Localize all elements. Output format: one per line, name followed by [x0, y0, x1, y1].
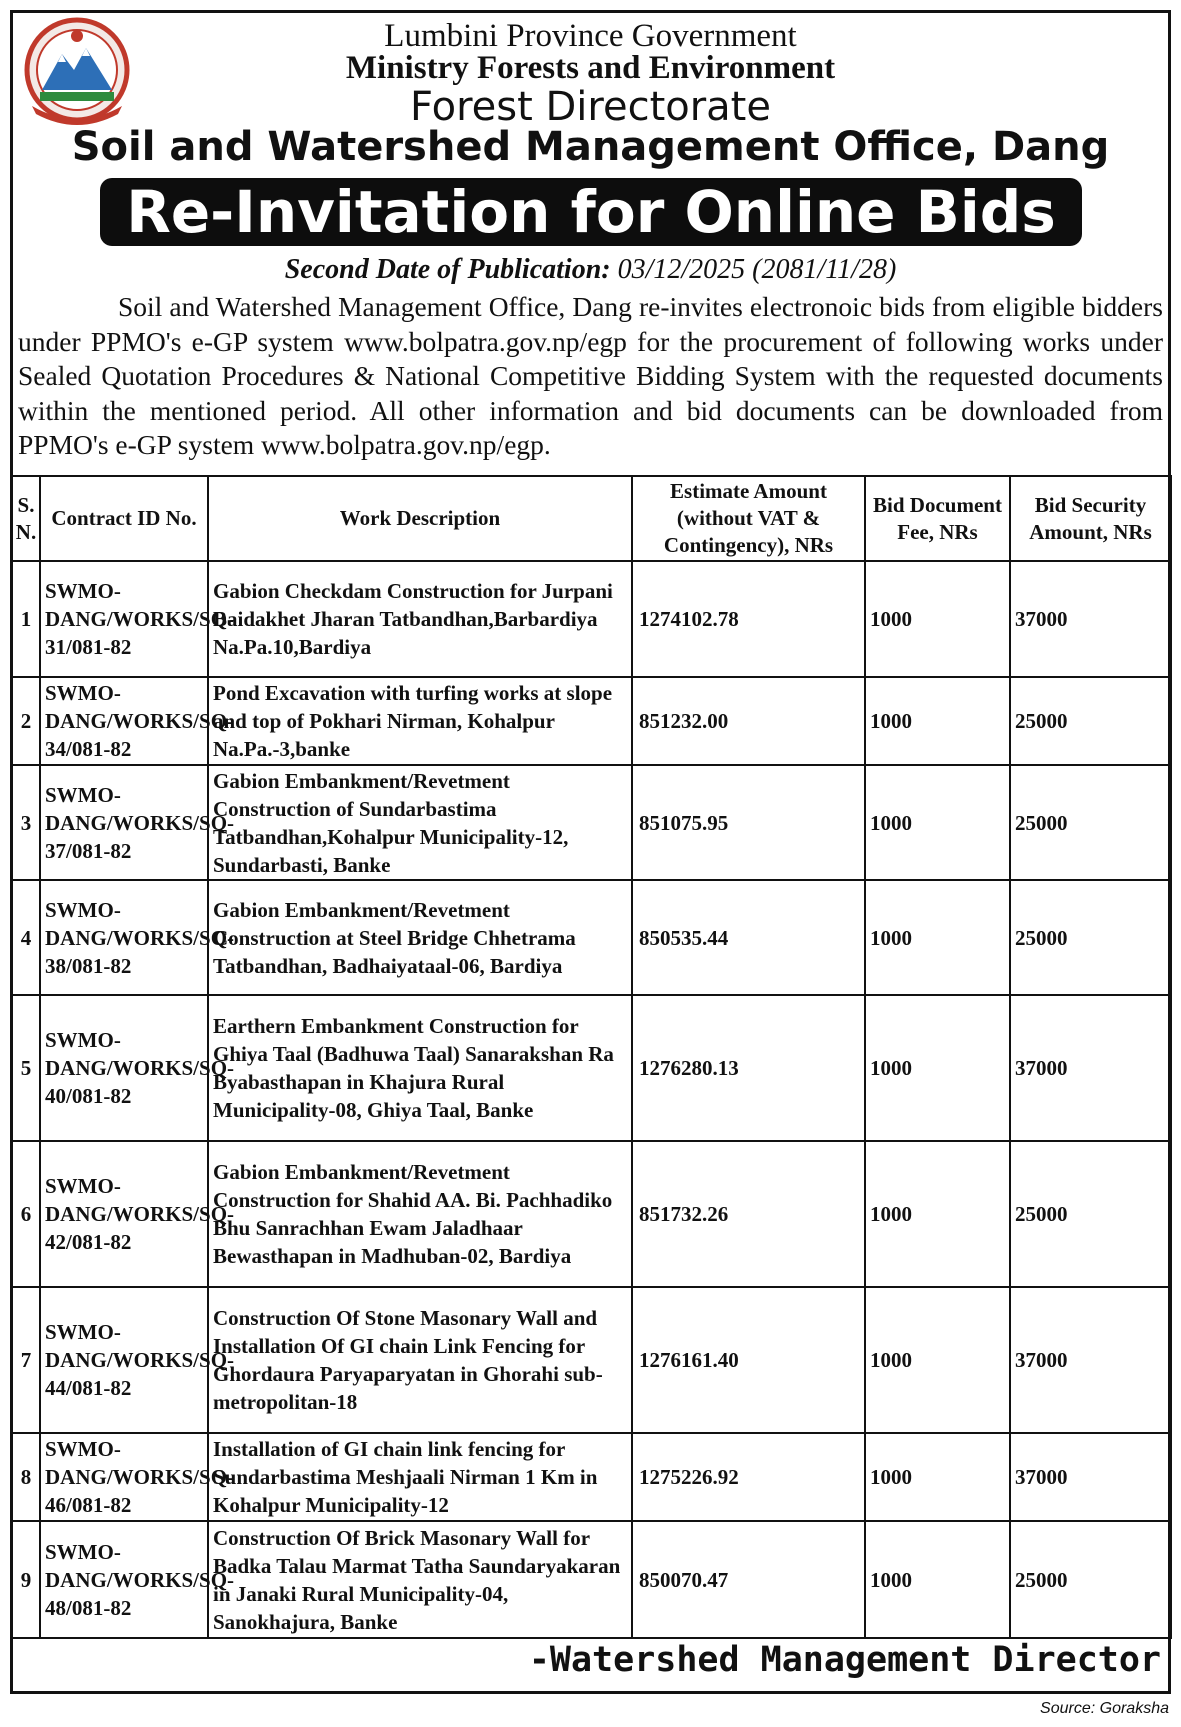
row-security: 37000 — [1010, 561, 1171, 677]
row-sn: 8 — [12, 1433, 40, 1521]
row-sn: 4 — [12, 880, 40, 995]
row-contract-id: SWMO-DANG/WORKS/SQ-44/081-82 — [40, 1287, 208, 1433]
table-row — [12, 765, 1171, 880]
row-description: Installation of GI chain link fencing for Sundarbastima Meshjaali Nirman 1 Km in Kohalpur Municipality-12 — [208, 1433, 632, 1521]
ministry-name: Ministry Forests and Environment — [345, 50, 836, 86]
row-doc-fee: 1000 — [865, 561, 1010, 677]
table-row — [12, 880, 1171, 995]
row-sn: 3 — [12, 765, 40, 880]
table-header-row — [12, 476, 1171, 561]
row-doc-fee: 1000 — [865, 880, 1010, 995]
header-work-description: Work Description — [208, 476, 632, 561]
row-contract-id: SWMO-DANG/WORKS/SQ-34/081-82 — [40, 677, 208, 765]
row-doc-fee: 1000 — [865, 677, 1010, 765]
header-estimate-amount: Estimate Amount (without VAT & Contingency), NRs — [632, 476, 865, 561]
row-contract-id: SWMO-DANG/WORKS/SQ-48/081-82 — [40, 1521, 208, 1638]
row-contract-id: SWMO-DANG/WORKS/SQ-40/081-82 — [40, 995, 208, 1141]
row-contract-id: SWMO-DANG/WORKS/SQ-42/081-82 — [40, 1141, 208, 1287]
header-bid-security: Bid Security Amount, NRs — [1010, 476, 1171, 561]
row-estimate: 1274102.78 — [632, 561, 865, 677]
row-security: 25000 — [1010, 677, 1171, 765]
row-estimate: 850535.44 — [632, 880, 865, 995]
row-doc-fee: 1000 — [865, 765, 1010, 880]
notice-title-banner: Re-Invitation for Online Bids — [100, 178, 1082, 246]
row-doc-fee: 1000 — [865, 1433, 1010, 1521]
bid-table — [11, 475, 1172, 1639]
row-description: Construction Of Brick Masonary Wall for Badka Talau Marmat Tatha Saundaryakaran in Janaki Rural Municipality-04, Sanokhajura, Banke — [208, 1521, 632, 1638]
table-row — [12, 1141, 1171, 1287]
row-security: 25000 — [1010, 880, 1171, 995]
table-row — [12, 561, 1171, 677]
header-document-fee: Bid Document Fee, NRs — [865, 476, 1010, 561]
header-sn: S. N. — [12, 476, 40, 561]
row-description: Gabion Embankment/Revetment Construction for Shahid AA. Bi. Pachhadiko Bhu Sanrachhan Ewam Jaladhaar Bewasthapan in Madhuban-02, Bardiya — [208, 1141, 632, 1287]
table-row — [12, 1287, 1171, 1433]
publication-date-line — [0, 254, 1181, 286]
row-estimate: 851075.95 — [632, 765, 865, 880]
publication-date-label: Second Date of Publication: — [284, 254, 611, 285]
row-sn: 7 — [12, 1287, 40, 1433]
row-security: 25000 — [1010, 765, 1171, 880]
publication-date-value: 03/12/2025 (2081/11/28) — [617, 254, 897, 285]
row-contract-id: SWMO-DANG/WORKS/SQ-46/081-82 — [40, 1433, 208, 1521]
row-description: Earthern Embankment Construction for Ghiya Taal (Badhuwa Taal) Sanarakshan Ra Byabasthapan in Khajura Rural Municipality-08, Ghiya Taal, Banke — [208, 995, 632, 1141]
row-contract-id: SWMO-DANG/WORKS/SQ-37/081-82 — [40, 765, 208, 880]
row-estimate: 851732.26 — [632, 1141, 865, 1287]
table-row — [12, 1433, 1171, 1521]
table-row — [12, 995, 1171, 1141]
row-sn: 9 — [12, 1521, 40, 1638]
row-description: Pond Excavation with turfing works at slope and top of Pokhari Nirman, Kohalpur Na.Pa.-3,banke — [208, 677, 632, 765]
office-name: Soil and Watershed Management Office, Dang — [71, 124, 1110, 170]
row-doc-fee: 1000 — [865, 1521, 1010, 1638]
intro-paragraph: Soil and Watershed Management Office, Dang re-invites electronoic bids from eligible bidders under PPMO's e-GP system www.bolpatra.gov.np/egp for the procurement of following works under Sealed Quotation Procedures & National Competitive Bidding System with the requested documents within the mentioned period. All other information and bid documents can be downloaded from PPMO's e-GP system www.bolpatra.gov.np/egp. — [18, 291, 1163, 460]
row-doc-fee: 1000 — [865, 1287, 1010, 1433]
row-doc-fee: 1000 — [865, 995, 1010, 1141]
row-description: Construction Of Stone Masonary Wall and Installation Of GI chain Link Fencing for Ghordaura Paryaparyatan in Ghorahi sub-metropolitan-18 — [208, 1287, 632, 1433]
row-sn: 1 — [12, 561, 40, 677]
row-security: 25000 — [1010, 1141, 1171, 1287]
row-sn: 2 — [12, 677, 40, 765]
signatory-line: -Watershed Management Director — [528, 1640, 1161, 1680]
row-contract-id: SWMO-DANG/WORKS/SQ-31/081-82 — [40, 561, 208, 677]
header-contract-id: Contract ID No. — [40, 476, 208, 561]
row-estimate: 1275226.92 — [632, 1433, 865, 1521]
row-estimate: 850070.47 — [632, 1521, 865, 1638]
row-contract-id: SWMO-DANG/WORKS/SQ-38/081-82 — [40, 880, 208, 995]
row-estimate: 851232.00 — [632, 677, 865, 765]
table-row — [12, 677, 1171, 765]
row-doc-fee: 1000 — [865, 1141, 1010, 1287]
directorate-name: Forest Directorate — [410, 84, 771, 130]
row-sn: 5 — [12, 995, 40, 1141]
row-description: Gabion Checkdam Construction for Jurpani Baidakhet Jharan Tatbandhan,Barbardiya Na.Pa.10,Bardiya — [208, 561, 632, 677]
table-row — [12, 1521, 1171, 1638]
government-name: Lumbini Province Government — [384, 18, 797, 54]
row-security: 37000 — [1010, 995, 1171, 1141]
source-credit: Source: Goraksha — [1040, 1700, 1169, 1717]
row-security: 25000 — [1010, 1521, 1171, 1638]
row-security: 37000 — [1010, 1433, 1171, 1521]
row-sn: 6 — [12, 1141, 40, 1287]
row-security: 37000 — [1010, 1287, 1171, 1433]
row-description: Gabion Embankment/Revetment Construction of Sundarbastima Tatbandhan,Kohalpur Municipality-12, Sundarbasti, Banke — [208, 765, 632, 880]
row-estimate: 1276161.40 — [632, 1287, 865, 1433]
row-description: Gabion Embankment/Revetment Construction at Steel Bridge Chhetrama Tatbandhan, Badhaiyataal-06, Bardiya — [208, 880, 632, 995]
row-estimate: 1276280.13 — [632, 995, 865, 1141]
